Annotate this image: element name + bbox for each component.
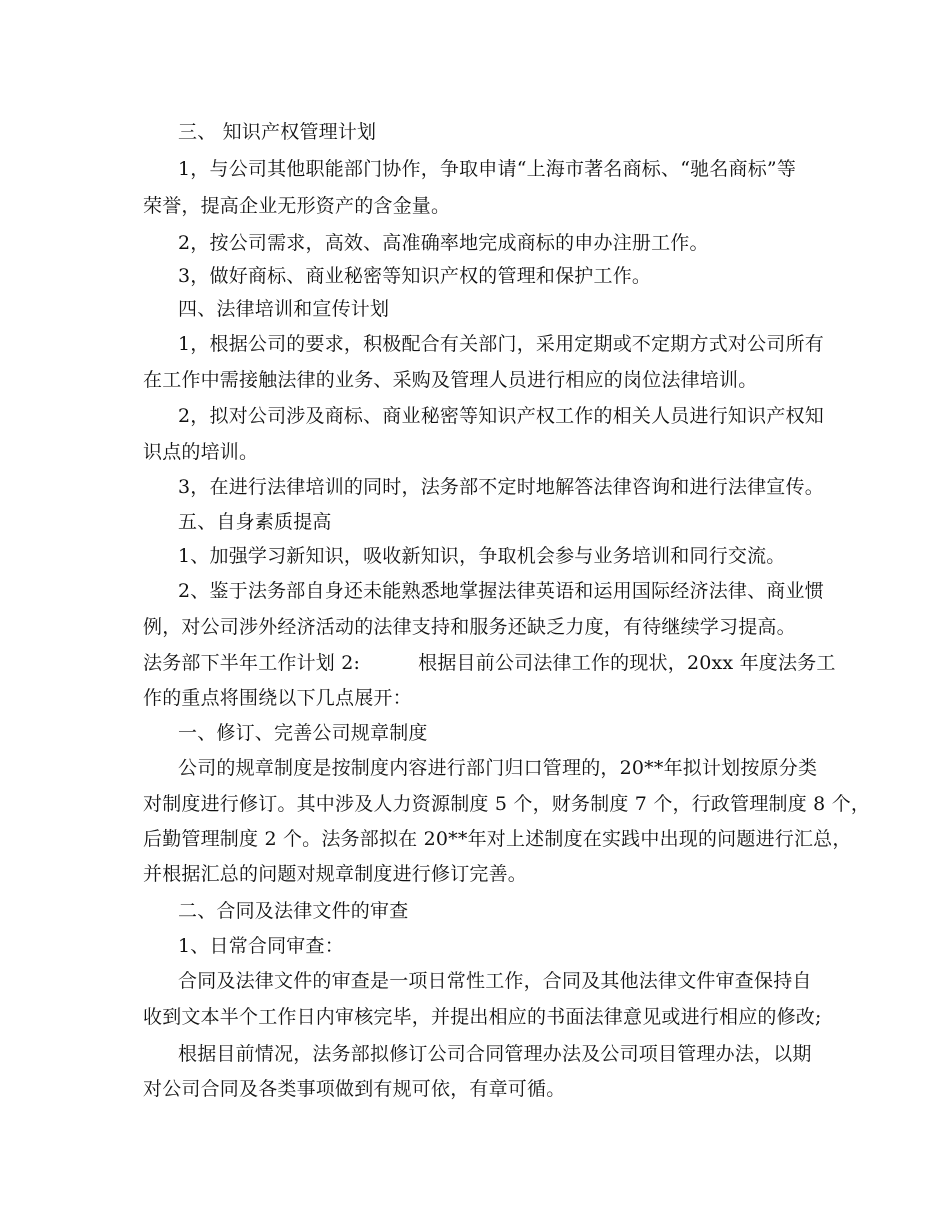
paragraph-line: 在工作中需接触法律的业务、采购及管理人员进行相应的岗位法律培训。 (143, 369, 758, 391)
section-heading: 三、 知识产权管理计划 (178, 121, 377, 143)
paragraph-line: 对制度进行修订。其中涉及人力资源制度 5 个，财务制度 7 个，行政管理制度 8 个， (143, 793, 871, 815)
plan-title: 法务部下半年工作计划 2: (143, 652, 361, 674)
section-heading: 二、合同及法律文件的审查 (178, 900, 409, 922)
paragraph-line: 2，拟对公司涉及商标、商业秘密等知识产权工作的相关人员进行知识产权知 (178, 405, 824, 427)
paragraph-line: 作的重点将围绕以下几点展开： (143, 687, 412, 709)
sub-heading: 1、日常合同审查： (178, 935, 344, 957)
paragraph-line: 合同及法律文件的审查是一项日常性工作，合同及其他法律文件审查保持自 (178, 970, 812, 992)
paragraph-line: 根据目前情况，法务部拟修订公司合同管理办法及公司项目管理办法，以期 (178, 1043, 812, 1065)
paragraph-line: 后勤管理制度 2 个。法务部拟在 20**年对上述制度在实践中出现的问题进行汇总， (143, 828, 852, 850)
paragraph-line: 对公司合同及各类事项做到有规可依，有章可循。 (143, 1078, 566, 1100)
paragraph-line: 3，做好商标、商业秘密等知识产权的管理和保护工作。 (178, 265, 652, 287)
plan-intro: 根据目前公司法律工作的现状，20xx 年度法务工 (418, 652, 836, 674)
paragraph-line: 识点的培训。 (143, 441, 259, 463)
paragraph-line: 荣誉，提高企业无形资产的含金量。 (143, 195, 451, 217)
paragraph-line: 1、加强学习新知识，吸收新知识，争取机会参与业务培训和同行交流。 (178, 545, 786, 567)
plan-title-line (143, 651, 836, 675)
paragraph-line: 1，与公司其他职能部门协作，争取申请“上海市著名商标、“驰名商标”等 (178, 158, 797, 180)
section-heading: 四、法律培训和宣传计划 (178, 298, 390, 320)
paragraph-line: 3，在进行法律培训的同时，法务部不定时地解答法律咨询和进行法律宣传。 (178, 476, 824, 498)
paragraph-line: 1，根据公司的要求，积极配合有关部门，采用定期或不定期方式对公司所有 (178, 333, 824, 355)
paragraph-line: 并根据汇总的问题对规章制度进行修订完善。 (143, 863, 528, 885)
paragraph-line: 收到文本半个工作日内审核完毕，并提出相应的书面法律意见或进行相应的修改; (143, 1006, 822, 1028)
paragraph-line: 2、鉴于法务部自身还未能熟悉地掌握法律英语和运用国际经济法律、商业惯 (178, 580, 824, 602)
paragraph-line: 2，按公司需求，高效、高准确率地完成商标的申办注册工作。 (178, 232, 709, 254)
paragraph-line: 公司的规章制度是按制度内容进行部门归口管理的，20**年拟计划按原分类 (178, 757, 818, 779)
section-heading: 一、修订、完善公司规章制度 (178, 722, 428, 744)
paragraph-line: 例，对公司涉外经济活动的法律支持和服务还缺乏力度，有待继续学习提高。 (143, 616, 796, 638)
section-heading: 五、自身素质提高 (178, 511, 332, 533)
